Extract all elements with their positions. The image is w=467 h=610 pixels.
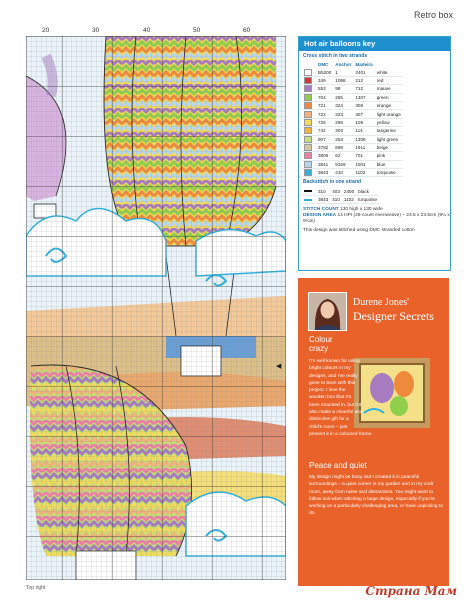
center-marker-icon: ◀ bbox=[276, 363, 282, 370]
col-header: DMC bbox=[318, 62, 329, 68]
madeira-code: 701 bbox=[355, 153, 364, 159]
backstitch-heading: Backstitch in one strand bbox=[303, 179, 362, 186]
key-row bbox=[302, 76, 403, 84]
key-row bbox=[302, 85, 403, 93]
thread-name: black bbox=[358, 188, 369, 194]
designer-name: Durene Jones' bbox=[353, 297, 409, 308]
anchor-code: 410 bbox=[332, 197, 340, 203]
thread-name: white bbox=[376, 69, 388, 75]
thread-name: beige bbox=[376, 145, 388, 151]
anchor-code: 303 bbox=[335, 128, 343, 134]
key-row bbox=[302, 160, 403, 168]
key-row bbox=[302, 127, 403, 135]
column-number: 20 bbox=[42, 27, 50, 34]
anchor-code: 254 bbox=[335, 136, 343, 142]
anchor-code: 323 bbox=[335, 111, 343, 117]
madeira-code: 114 bbox=[355, 128, 363, 134]
madeira-code: 1911 bbox=[355, 145, 366, 151]
chart-key-panel bbox=[298, 36, 451, 271]
backstitch-table bbox=[302, 187, 379, 204]
madeira-code: 1102 bbox=[355, 170, 366, 176]
key-row bbox=[302, 143, 403, 151]
page-section-title: Retro box bbox=[413, 10, 453, 20]
column-number: 50 bbox=[193, 27, 201, 34]
stitch-count-line: STITCH COUNT 130 high x 130 wide bbox=[303, 207, 383, 213]
madeira-code: 307 bbox=[355, 111, 364, 117]
color-swatch-icon bbox=[304, 69, 312, 76]
dmc-code: 3806 bbox=[318, 153, 329, 159]
dmc-code: 742 bbox=[318, 128, 326, 134]
column-number: 30 bbox=[92, 27, 100, 34]
thread-name: turquoise bbox=[358, 197, 378, 203]
anchor-code: 98 bbox=[335, 86, 341, 92]
anchor-code: 1098 bbox=[335, 77, 346, 83]
color-swatch-icon bbox=[304, 161, 312, 168]
thread-name: orange bbox=[376, 103, 392, 109]
anchor-code: 62 bbox=[335, 153, 341, 159]
dmc-code: 349 bbox=[318, 77, 326, 83]
tip-title-peace-and-quiet: Peace and quiet bbox=[309, 461, 367, 470]
madeira-code: 712 bbox=[355, 86, 364, 92]
backstitch-row bbox=[302, 187, 379, 195]
tip-body-colour-crazy: I'm well known for using bright colours in my designs, and I've really gone to town with this project. I love the wooden box that it's been mounted in, but it'd also make a cheerful and distinctive gift for a child's room – just present it in a coloured frame. bbox=[309, 359, 373, 437]
color-swatch-icon bbox=[304, 152, 312, 159]
key-row bbox=[302, 93, 403, 101]
thread-note: This design was stitched using DMC stranded cotton bbox=[303, 228, 415, 234]
key-row bbox=[302, 135, 403, 143]
dmc-code: 721 bbox=[318, 103, 326, 109]
madeira-code: 1102 bbox=[343, 197, 354, 203]
key-row bbox=[302, 110, 403, 118]
thread-name: red bbox=[376, 77, 384, 83]
key-row bbox=[302, 101, 403, 109]
color-swatch-icon bbox=[304, 119, 312, 126]
thread-name: turquoise bbox=[376, 170, 396, 176]
col-header: Madeira bbox=[355, 62, 373, 68]
anchor-code: 255 bbox=[335, 94, 343, 100]
anchor-code: 324 bbox=[335, 103, 343, 109]
thread-name: light orange bbox=[376, 111, 401, 117]
tip-title-colour-crazy: Colour crazy bbox=[309, 335, 333, 353]
thread-name: yellow bbox=[376, 119, 390, 125]
color-swatch-icon bbox=[304, 136, 312, 143]
madeira-code: 1001 bbox=[355, 161, 366, 167]
key-row bbox=[302, 152, 403, 160]
color-swatch-icon bbox=[304, 169, 312, 176]
thread-name: pink bbox=[376, 153, 386, 159]
madeira-code: 109 bbox=[355, 119, 364, 125]
dmc-code: 3843 bbox=[318, 170, 329, 176]
cross-stitch-chart bbox=[26, 36, 286, 580]
cross-stitch-heading: Cross stitch in two strands bbox=[303, 53, 368, 59]
key-row bbox=[302, 118, 403, 126]
backstitch-line-icon bbox=[304, 199, 312, 201]
key-row bbox=[302, 68, 403, 76]
designer-secrets-title: Designer Secrets bbox=[353, 309, 434, 323]
anchor-code: 410 bbox=[335, 170, 343, 176]
column-number: 60 bbox=[243, 27, 251, 34]
color-swatch-icon bbox=[304, 144, 312, 151]
madeira-code: 1308 bbox=[355, 136, 366, 142]
dmc-code: B5200 bbox=[318, 69, 332, 75]
key-row bbox=[302, 169, 403, 177]
anchor-code: 1 bbox=[335, 69, 338, 75]
madeira-code: 2401 bbox=[355, 69, 366, 75]
dmc-code: 3843 bbox=[318, 197, 329, 203]
dmc-code: 553 bbox=[318, 86, 326, 92]
backstitch-row bbox=[302, 195, 379, 203]
cross-stitch-table bbox=[302, 61, 403, 177]
color-swatch-icon bbox=[304, 94, 312, 101]
watermark-logo: Страна Мам bbox=[365, 584, 457, 598]
design-area-line: DESIGN AREA 14 HPI (28-count evenweave) – 23.5 x 23.5cm (9¼ x 9¼in) bbox=[303, 213, 450, 225]
color-swatch-icon bbox=[304, 102, 312, 109]
dmc-code: 907 bbox=[318, 136, 326, 142]
key-title: Hot air balloons key bbox=[299, 37, 450, 51]
madeira-code: 1307 bbox=[355, 94, 366, 100]
dmc-code: 726 bbox=[318, 119, 326, 125]
color-swatch-icon bbox=[304, 127, 312, 134]
madeira-code: 2400 bbox=[343, 188, 355, 194]
thread-name: light green bbox=[376, 136, 399, 142]
color-swatch-icon bbox=[304, 85, 312, 92]
dmc-code: 704 bbox=[318, 94, 326, 100]
color-swatch-icon bbox=[304, 111, 312, 118]
dmc-code: 3841 bbox=[318, 161, 329, 167]
anchor-code: 403 bbox=[332, 188, 340, 194]
column-number: 40 bbox=[143, 27, 151, 34]
designer-secrets-panel bbox=[298, 278, 449, 586]
dmc-code: 722 bbox=[318, 111, 326, 117]
col-header: Anchor bbox=[335, 62, 352, 68]
tip-body-peace-and-quiet: My design might be busy, but I created it in peaceful surroundings – a quiet corner in my garden and in my craft room, away from noise and distractions. You might want to follow suit when stitching a large design, especially if you're working on a particularly challenging area, or have unpicking to do. bbox=[309, 475, 443, 517]
madeira-code: 212 bbox=[355, 77, 364, 83]
anchor-code: 9159 bbox=[335, 161, 346, 167]
dmc-code: 310 bbox=[318, 188, 326, 194]
backstitch-line-icon bbox=[304, 190, 312, 192]
chart-section-label: Top right bbox=[26, 585, 46, 591]
thread-name: mauve bbox=[376, 86, 391, 92]
dmc-code: 3782 bbox=[318, 145, 329, 151]
thread-name: tangerine bbox=[376, 128, 396, 134]
designer-photo bbox=[308, 292, 347, 331]
anchor-code: 295 bbox=[335, 119, 343, 125]
color-swatch-icon bbox=[304, 77, 312, 84]
thread-name: blue bbox=[376, 161, 386, 167]
thread-name: green bbox=[376, 94, 389, 100]
anchor-code: 899 bbox=[335, 145, 343, 151]
madeira-code: 308 bbox=[355, 103, 364, 109]
